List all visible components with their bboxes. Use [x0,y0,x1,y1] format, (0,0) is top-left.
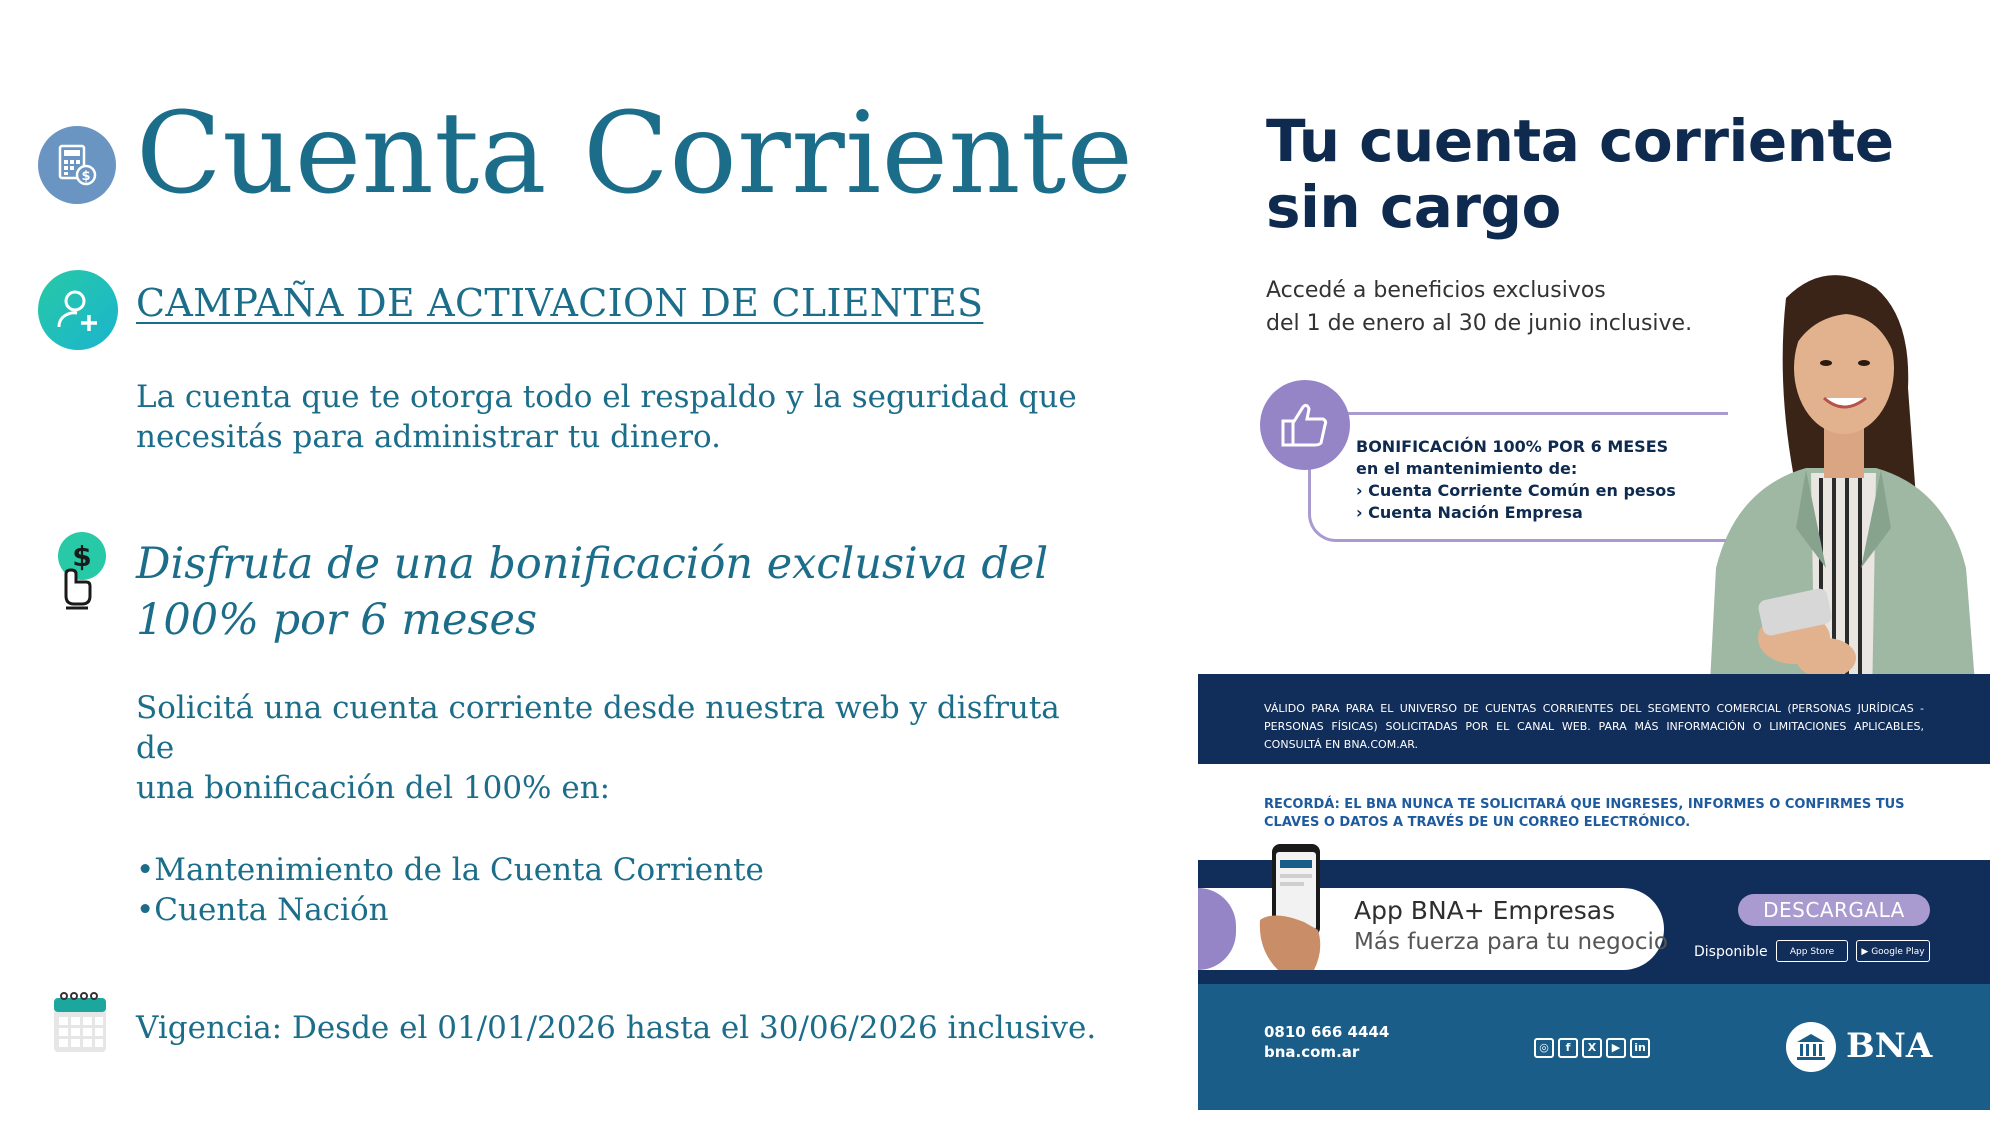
bank-building-icon [1786,1022,1836,1072]
bonus-details [1356,436,1676,524]
hand-click-dollar-icon [52,530,114,610]
security-reminder: RECORDÁ: EL BNA NUNCA TE SOLICITARÁ QUE INGRESES, INFORMES O CONFIRMES TUS CLAVES O DATOS A TRAVÉS DE UN CORREO ELECTRÓNICO. [1264,797,1905,830]
flyer-subtitle-line: del 1 de enero al 30 de junio inclusive. [1266,311,1693,336]
intro-line: necesitás para administrar tu dinero. [136,419,722,455]
bonus-title: BONIFICACIÓN 100% POR 6 MESES [1356,437,1669,456]
list-item: •Cuenta Nación [136,892,389,928]
flyer-subtitle [1266,274,1692,340]
legal-text: VÁLIDO PARA PARA EL UNIVERSO DE CUENTAS CORRIENTES DEL SEGMENTO COMERCIAL (PERSONAS JURÍDICAS - PERSONAS FÍSICAS) SOLICITADAS POR EL CANAL WEB. PARA MÁS INFORMACIÓN O LIMITACIONES APLICABLES, CONSULTÁ EN BNA.COM.AR. [1264,702,1924,751]
thumbs-up-icon [1260,380,1350,470]
bna-logo: BNA [1846,1026,1933,1066]
request-line: Solicitá una cuenta corriente desde nuestra web y disfruta de [136,690,1060,766]
x-icon[interactable]: X [1582,1038,1602,1058]
benefit-list [136,850,764,930]
campaign-title: CAMPAÑA DE ACTIVACION DE CLIENTES [136,281,984,325]
flyer-headline [1266,108,1894,240]
calendar-icon [52,990,108,1054]
app-store-badge[interactable]: App Store [1776,940,1848,962]
contact-website: bna.com.ar [1264,1043,1360,1061]
intro-line: La cuenta que te otorga todo el respaldo y la seguridad que [136,379,1077,415]
bonus-item: › Cuenta Nación Empresa [1356,503,1583,522]
phone-in-hand-icon [1254,840,1334,980]
validity-text: Vigencia: Desde el 01/01/2026 hasta el 30/06/2026 inclusive. [136,1010,1097,1046]
bonus-bracket-top [1348,412,1728,415]
available-label: Disponible [1694,944,1768,960]
promo-headline [136,536,1096,648]
social-links [1534,1038,1650,1058]
add-user-icon [38,270,118,350]
contact-phone: 0810 666 4444 [1264,1023,1390,1041]
svg-text:$: $ [81,169,91,184]
page-title: Cuenta Corriente [136,89,1134,219]
request-paragraph [136,688,1096,808]
app-title: App BNA+ Empresas [1354,896,1616,925]
calculator-dollar-icon [38,126,116,204]
linkedin-icon[interactable]: in [1630,1038,1650,1058]
svg-text:$: $ [72,540,92,573]
contact-info [1264,1022,1389,1062]
flyer-subtitle-line: Accedé a beneficios exclusivos [1266,278,1606,303]
promo-line: 100% por 6 meses [136,595,538,645]
download-button[interactable]: DESCARGALA [1738,894,1930,926]
bonus-subtitle: en el mantenimiento de: [1356,459,1578,478]
list-item: •Mantenimiento de la Cuenta Corriente [136,852,764,888]
google-play-badge[interactable]: ▶ Google Play [1856,940,1930,962]
bonus-bracket-bottom [1336,539,1726,542]
bonus-item: › Cuenta Corriente Común en pesos [1356,481,1676,500]
promo-flyer [1198,88,1990,1110]
flyer-headline-line: sin cargo [1266,173,1561,241]
youtube-icon[interactable]: ▶ [1606,1038,1626,1058]
app-subtitle: Más fuerza para tu negocio [1354,929,1668,955]
promo-line: Disfruta de una bonificación exclusiva del [136,539,1049,589]
flyer-headline-line: Tu cuenta corriente [1266,107,1894,175]
request-line: una bonificación del 100% en: [136,770,611,806]
legal-band [1198,674,1990,764]
facebook-icon[interactable]: f [1558,1038,1578,1058]
instagram-icon[interactable]: ◎ [1534,1038,1554,1058]
intro-paragraph [136,377,1096,457]
